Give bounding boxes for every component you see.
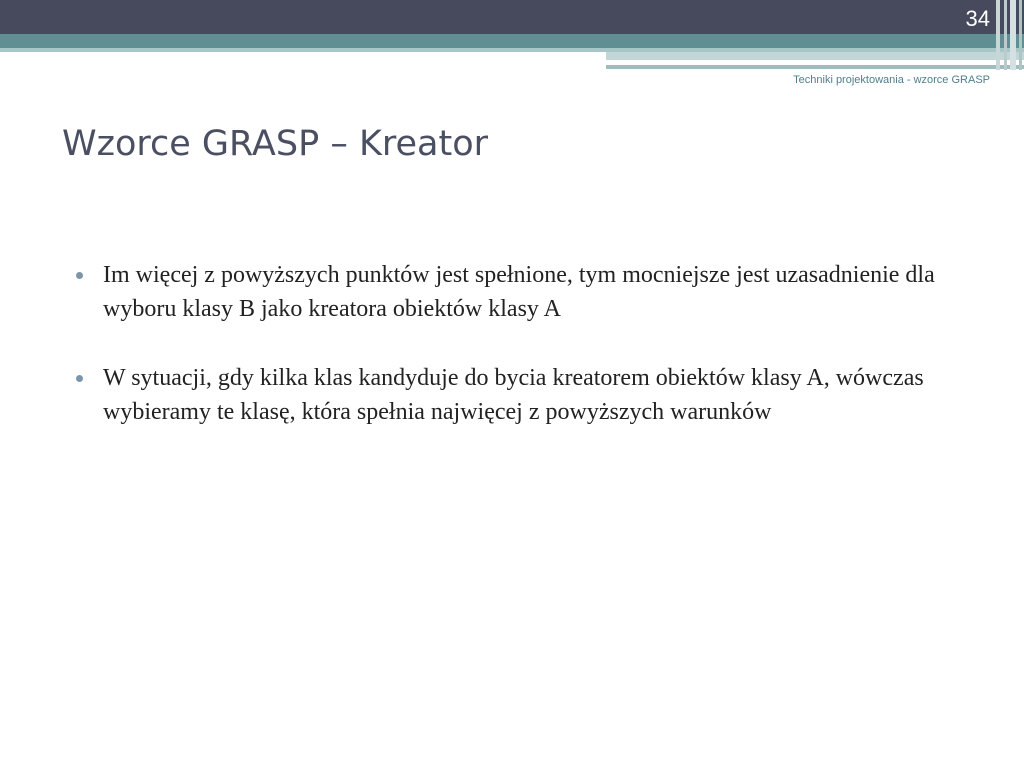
bullet-text: Im więcej z powyższych punktów jest spełnione, tym mocniejsze jest uzasadnienie dla wyboru klasy B jako kreatora obiektów klasy A — [103, 262, 935, 322]
bullet-icon — [76, 272, 83, 279]
header-stripe — [606, 52, 1024, 60]
decorative-line — [1010, 0, 1016, 70]
decorative-line — [1019, 0, 1022, 70]
slide-number: 34 — [965, 6, 990, 31]
bullet-list — [70, 258, 970, 464]
header-stripe — [606, 65, 1024, 69]
slide-title: Wzorce GRASP – Kreator — [62, 124, 489, 164]
bullet-item — [70, 258, 970, 326]
footer-text: Techniki projektowania - wzorce GRASP — [793, 74, 990, 86]
decorative-line — [996, 0, 1000, 70]
bullet-text: W sytuacji, gdy kilka klas kandyduje do bycia kreatorem obiektów klasy A, wówczas wybieramy te klasę, która spełnia najwięcej z powyższych warunków — [103, 365, 924, 425]
bullet-icon — [76, 375, 83, 382]
bullet-item — [70, 361, 970, 429]
header-bar-teal — [0, 34, 1024, 48]
decorative-line — [1004, 0, 1007, 70]
header-bar-dark — [0, 0, 1024, 34]
